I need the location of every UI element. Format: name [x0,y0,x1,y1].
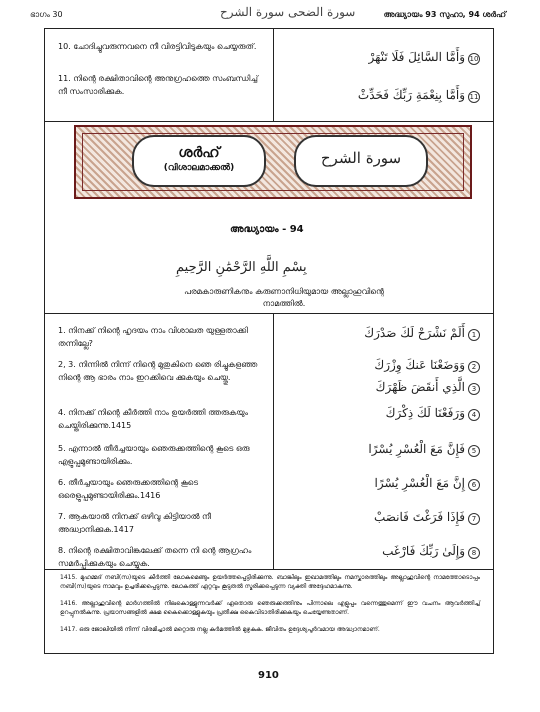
ayah-number: 5 [468,445,480,457]
ayah-number: 6 [468,479,480,491]
chapter-info: അദ്ധ്യായം 93 സുഹാ, 94 ശർഹ് [383,10,506,19]
footnote-1415: 1415. മുഹമ്മദ് നബി(സ)യുടെ കീർത്തി ലോകമെങ്ങും ഉയർത്തപ്പെട്ടിരിക്കുന്നു. ബാങ്കിലും ഇഖാമത്തിലും നമസ്കാരത്തിലും അല്ലാഹുവിന്റെ നാമത്തോടൊപ്പം നബി(സ)യുടെ നാമവും ഉച്ചരിക്കപ്പെടുന്നു. ലോകത്ത് ഏറ്റവും കൂടുതൽ സ്മരിക്കപ്പെടുന്ന വ്യക്തി അദ്ദേഹമാകുന്നു. [60,574,480,590]
column-divider-main [273,313,274,569]
ayah-number: 8 [468,547,480,559]
verse-1-arabic: 1أَلَمْ نَشْرَحْ لَكَ صَدْرَكَ [290,326,480,341]
surah-arabic-title: سورة الشرح [320,149,402,167]
verse-7-translation: 7. ആകയാൽ നിനക്ക് ഒഴിവു കിട്ടിയാൽ നീ അദ്ധ്വാനിക്കുക.1417 [58,512,211,534]
verse-11-translation: 11. നിന്റെ രക്ഷിതാവിന്റെ അനുഗ്രഹത്തെ സംബന്ധിച്ച് നീ സംസാരിക്കുക. [58,74,258,96]
verse-8-arabic: 8وَإِلَىٰ رَبِّكَ فَارْغَب [290,544,480,559]
footnote-1416: 1416. അല്ലാഹുവിന്റെ മാർഗത്തിൽ നിലകൊള്ളുന്നവർക്ക് ഏതൊരു ഞെരുക്കത്തിനും പിന്നാലെ എളുപ്പം വന്നെത്തുമെന്ന് ഈ വചനം ആവർത്തിച്ച് ഉറപ്പുനൽകുന്നു. പ്രയാസങ്ങളിൽ ക്ഷമ കൈക്കൊള്ളുകയും പ്രതീക്ഷ കൈവിടാതിരിക്കുകയും ചെയ്യേണ്ടതാണ്. [60,600,480,616]
verse-11-arabic: 11وَأَمَّا بِنِعْمَةِ رَبِّكَ فَحَدِّثْ [357,88,479,102]
verse-10-arabic: 10وَأَمَّا السَّائِلَ فَلَا تَنْهَرْ [368,50,479,64]
arabic-title-cartouche [294,135,428,187]
surah-calligraphy-header: سورة الضحى سورة الشرح [220,5,356,19]
ayah-number: 2 [468,361,480,373]
part-number: ഭാഗം 30 [30,10,63,19]
ayah-number: 10 [469,55,479,63]
verse-2-arabic: 2وَوَضَعْنَا عَنكَ وِزْرَكَ [290,358,480,373]
verse-5-arabic: 5فَإِنَّ مَعَ الْعُسْرِ يُسْرًا [290,442,480,457]
verse-4-translation: 4. നിനക്ക് നിന്റെ കീർത്തി നാം ഉയർത്തി ത്തരുകയും ചെയ്തിരിക്കുന്നു.1415 [58,408,248,430]
footnote-1417: 1417. ഒരു ജോലിയിൽ നിന്ന് വിരമിച്ചാൽ മറ്റൊരു നല്ല കർമത്തിൽ മുഴുകുക. ജീവിതം ഉദ്ദേശ്യപൂർവമായ അദ്ധ്വാനമാണ്. [60,626,380,633]
basmala: بِسْمِ اللَّهِ الرَّحْمَٰنِ الرَّحِيمِ [176,260,307,275]
verse-1-translation: 1. നിനക്ക് നിന്റെ ഹൃദയം നാം വിശാലത യുള്ളതാക്കി തന്നില്ലേ? [58,326,248,348]
verse-3-arabic: 3الَّذِي أَنقَضَ ظَهْرَكَ [290,380,480,395]
section-divider-mid [45,313,493,314]
verse-4-arabic: 4وَرَفَعْنَا لَكَ ذِكْرَكَ [290,406,480,421]
column-divider-top [273,29,274,121]
title-cartouche [132,135,266,187]
surah-title: ശർഹ് [178,145,220,161]
ayah-number: 3 [468,383,480,395]
ayah-number: 4 [468,409,480,421]
verse-10-translation: 10. ചോദിച്ചുവരുന്നവനെ നീ വിരട്ടിവിടുകയും ചെയ്യരുത്. [58,42,257,51]
verse-5-translation: 5. എന്നാൽ തീർച്ചയായും ഞെരുക്കത്തിന്റെ കൂടെ ഒരു എളുപ്പമുണ്ടായിരിക്കും. [58,444,250,466]
verse-7-arabic: 7فَإِذَا فَرَغْتَ فَانصَبْ [290,510,480,525]
verse-8-translation: 8. നിന്റെ രക്ഷിതാവിങ്കലേക്ക് തന്നെ നി ന്റെ ആഗ്രഹം സമർപ്പിക്കുകയും ചെയ്യുക. [58,546,252,568]
section-divider-top [45,121,493,122]
ayah-number: 11 [469,93,479,101]
verse-6-arabic: 6إِنَّ مَعَ الْعُسْرِ يُسْرًا [290,476,480,491]
page-number: 910 [258,670,279,681]
chapter-label: അദ്ധ്യായം - 94 [230,224,304,235]
invocation: പരമകാരുണികനും കരുണാനിധിയുമായ അല്ലാഹുവിന്റെ നാമത്തിൽ. [184,287,384,308]
surah-title-banner [74,125,472,199]
ayah-number: 7 [468,513,480,525]
surah-subtitle: (വിശാലമാക്കൽ) [163,163,235,173]
verse-6-translation: 6. തീർച്ചയായും ഞെരുക്കത്തിന്റെ കൂടെ ഒരെളുപ്പമുണ്ടായിരിക്കും.1416 [58,478,199,500]
ayah-number: 1 [468,329,480,341]
verse-2-3-translation: 2, 3. നിന്നിൽ നിന്ന് നിന്റെ മുതുകിനെ ഞെ രിച്ചുകളഞ്ഞ നിന്റെ ആ ഭാരം നാം ഇറക്കിവെ ക്കുകയും ചെയ്തു. [58,360,258,382]
